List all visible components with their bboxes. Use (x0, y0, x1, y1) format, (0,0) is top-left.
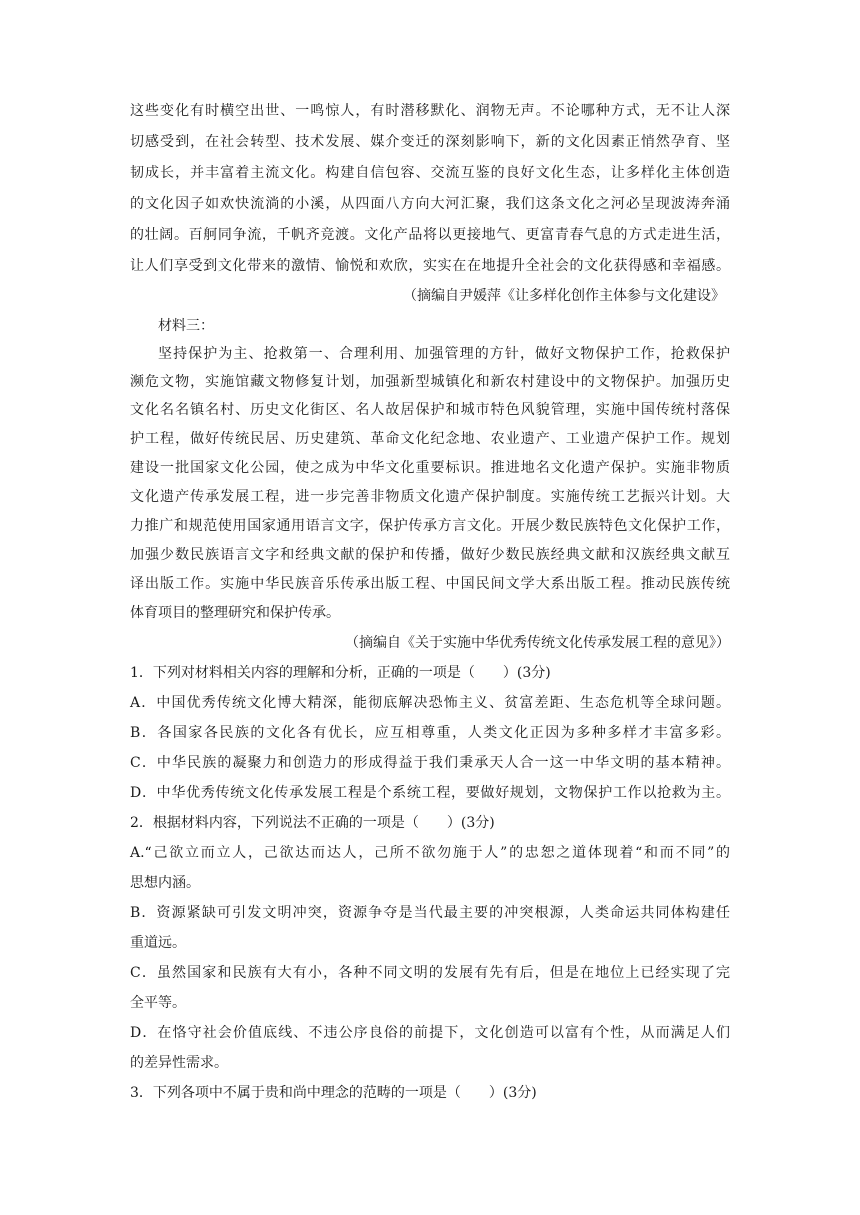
question-2-option-d: D．在恪守社会价值底线、不违公序良俗的前提下，文化创造可以富有个性，从而满足人们 (130, 1025, 730, 1041)
material2-line: 这些变化有时横空出世、一鸣惊人，有时潜移默化、润物无声。不论哪种方式，无不让人深 (130, 103, 730, 119)
question-2-option-a: A.“己欲立而立人，己欲达而达人，己所不欲勿施于人”的忠恕之道体现着“和而不同”的 (130, 845, 730, 861)
material3-line: 护工程，做好传统民居、历史建筑、革命文化纪念地、农业遗产、工业遗产保护工作。规划 (130, 431, 730, 447)
question-3-stem: 3．下列各项中不属于贵和尚中理念的范畴的一项是（ ）(3分) (130, 1085, 537, 1101)
material2-line: 韧成长，并丰富着主流文化。构建自信包容、交流互鉴的良好文化生态，让多样化主体创造 (130, 165, 730, 181)
material2-source: （摘编自尹媛萍《让多样化创作主体参与文化建设》 (403, 288, 725, 304)
material2-line: 切感受到，在社会转型、技术发展、媒介变迁的深刻影响下，新的文化因素正悄然孕育、坚 (130, 134, 730, 150)
material3-line: 文化遗产传承发展工程，进一步完善非物质文化遗产保护制度。实施传统工艺振兴计划。大 (130, 489, 730, 505)
question-2-option-c-cont: 全平等。 (130, 995, 186, 1011)
material3-line: 力推广和规范使用国家通用语言文字，保护传承方言文化。开展少数民族特色文化保护工作， (130, 518, 730, 534)
question-2-option-b-cont: 重道远。 (130, 935, 186, 951)
question-1-option-d: D．中华优秀传统文化传承发展工程是个系统工程，要做好规划，文物保护工作以抢救为主。 (130, 785, 730, 801)
question-2-stem: 2．根据材料内容，下列说法不正确的一项是（ ）(3分) (130, 815, 495, 831)
material3-line: 建设一批国家文化公园，使之成为中华文化重要标识。推进地名文化遗产保护。实施非物质 (130, 460, 730, 476)
material3-line: 译出版工作。实施中华民族音乐传承出版工程、中国民间文学大系出版工程。推动民族传统 (130, 576, 730, 592)
material3-line: 文化名名镇名村、历史文化街区、名人故居保护和城市特色风貌管理，实施中国传统村落保 (130, 402, 730, 418)
material3-source: （摘编自《关于实施中华优秀传统文化传承发展工程的意见》） (345, 635, 730, 651)
material2-line: 的文化因子如欢快流淌的小溪，从四面八方向大河汇聚，我们这条文化之河必呈现波涛奔涌 (130, 196, 730, 212)
material3-line: 加强少数民族语言文字和经典文献的保护和传播，做好少数民族经典文献和汉族经典文献互 (130, 547, 730, 563)
question-1-option-b: B．各国家各民族的文化各有优长，应互相尊重，人类文化正因为多种多样才丰富多彩。 (130, 725, 730, 741)
question-1-option-a: A．中国优秀传统文化博大精深，能彻底解决恐怖主义、贫富差距、生态危机等全球问题。 (130, 695, 730, 711)
material3-line: 濒危文物，实施馆藏文物修复计划，加强新型城镇化和新农村建设中的文物保护。加强历史 (130, 374, 730, 390)
material3-line: 体育项目的整理研究和保护传承。 (130, 605, 340, 621)
question-1-stem: 1．下列对材料相关内容的理解和分析，正确的一项是（ ）(3分) (130, 665, 551, 681)
question-1-option-c: C．中华民族的凝聚力和创造力的形成得益于我们秉承天人合一这一中华文明的基本精神。 (130, 755, 730, 771)
question-2-option-d-cont: 的差异性需求。 (130, 1055, 228, 1071)
material2-line: 的壮阔。百舸同争流，千帆齐竞渡。文化产品将以更接地气、更富青春气息的方式走进生活， (130, 227, 730, 243)
material3-heading: 材料三： (158, 318, 214, 334)
question-2-option-b: B．资源紧缺可引发文明冲突，资源争夺是当代最主要的冲突根源，人类命运共同体构建任 (130, 905, 730, 921)
question-2-option-a-cont: 思想内涵。 (130, 875, 200, 891)
question-2-option-c: C．虽然国家和民族有大有小，各种不同文明的发展有先有后，但是在地位上已经实现了完 (130, 965, 730, 981)
material3-line: 坚持保护为主、抢救第一、合理利用、加强管理的方针，做好文物保护工作，抢救保护 (158, 346, 730, 362)
material2-line: 让人们享受到文化带来的激情、愉悦和欢欣，实实在在地提升全社会的文化获得感和幸福感。 (130, 258, 730, 274)
